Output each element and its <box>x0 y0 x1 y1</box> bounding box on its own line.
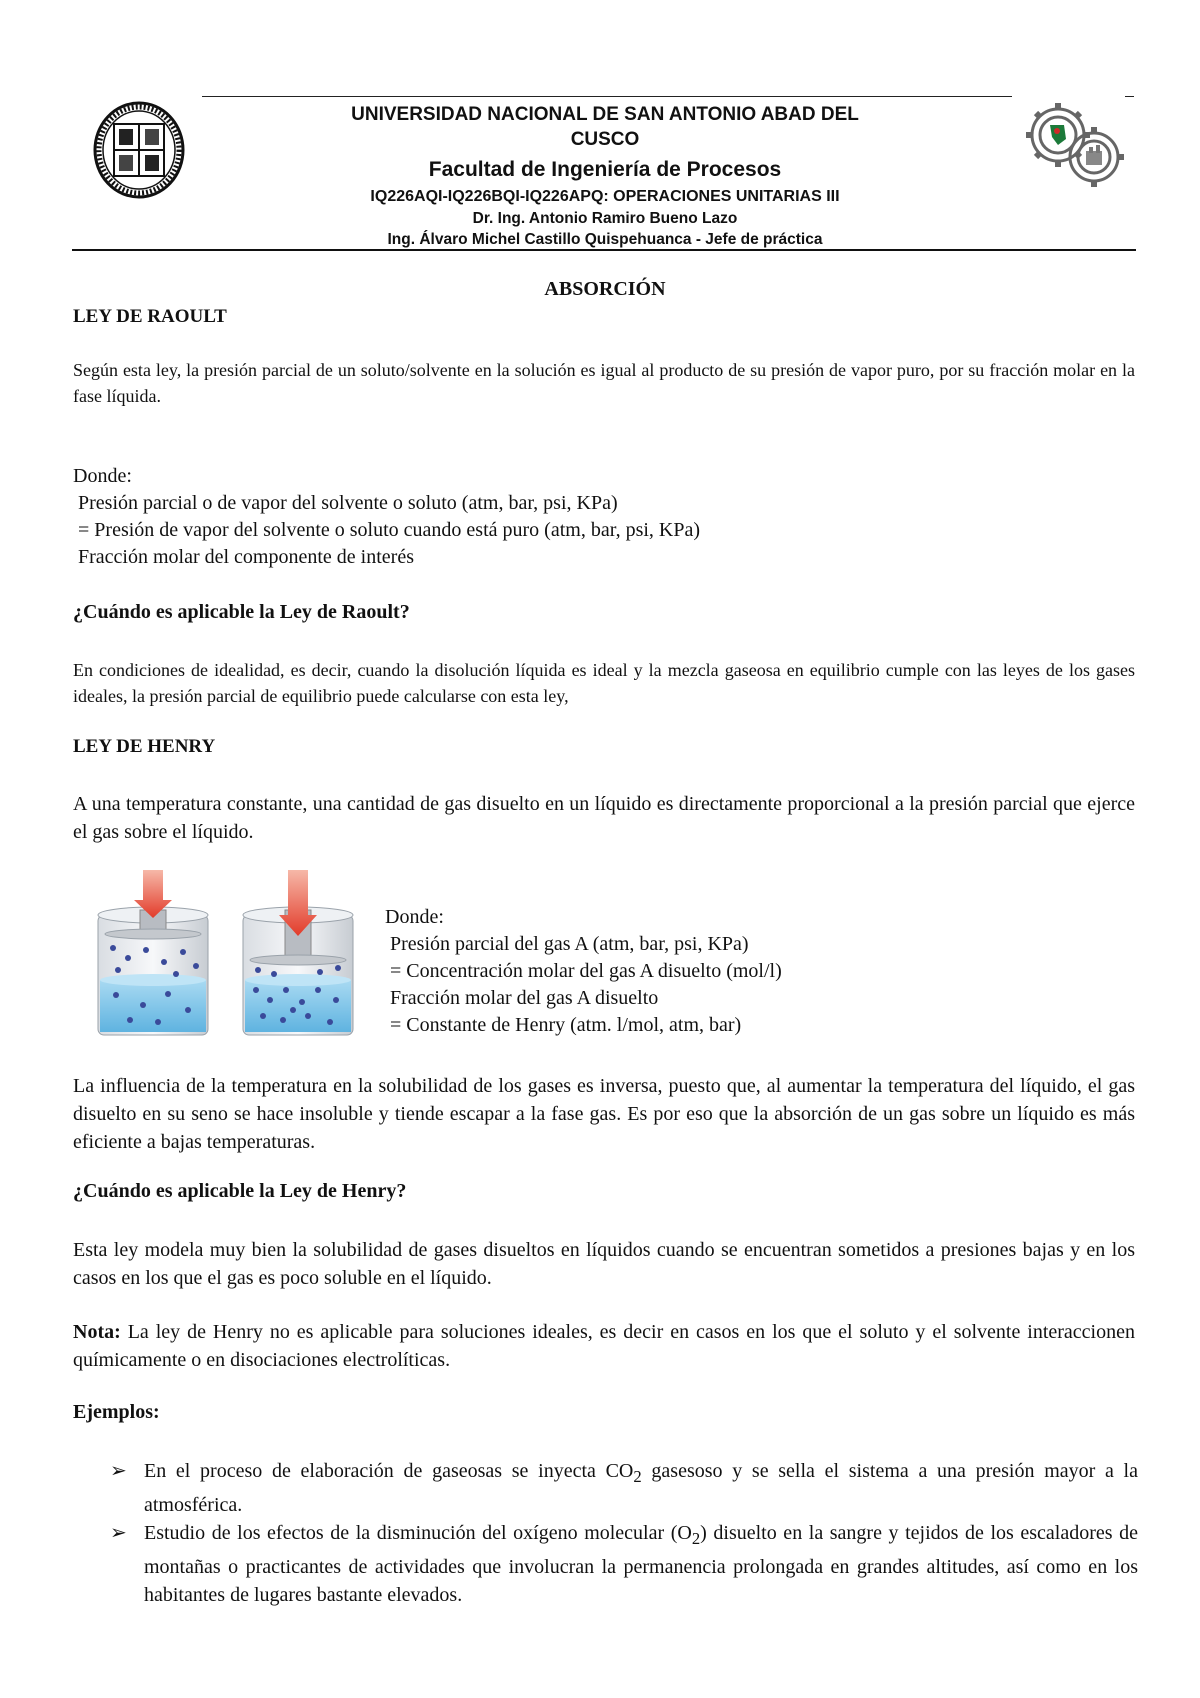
example-2-subscript: 2 <box>691 1529 701 1548</box>
henry-question: ¿Cuándo es aplicable la Ley de Henry? <box>73 1180 407 1202</box>
header-bottom-rule <box>72 249 1136 251</box>
example-2-text-a: Estudio de los efectos de la disminución del oxígeno molecular (O <box>144 1522 692 1544</box>
raoult-definition: Según esta ley, la presión parcial de un soluto/solvente en la solución es igual al producto de su presión de vapor puro, por su fracción molar en la fase líquida. <box>73 360 1135 406</box>
document-header <box>260 102 950 250</box>
henry-donde: Donde: <box>385 906 444 928</box>
henry-variable-3: Fracción molar del gas A disuelto <box>390 987 659 1009</box>
assistant-name: Ing. Álvaro Michel Castillo Quispehuanca - Jefe de práctica <box>387 231 823 248</box>
henry-variable-4: = Constante de Henry (atm. l/mol, atm, bar) <box>390 1014 742 1036</box>
henry-variable-2: = Concentración molar del gas A disuelto (mol/l) <box>390 960 782 982</box>
example-1-subscript: 2 <box>633 1467 642 1486</box>
list-item <box>110 1457 1138 1519</box>
example-1-text-b: gasesoso y se sella el sistema a una presión mayor a la atmosférica. <box>144 1460 1138 1516</box>
header-top-rule <box>202 96 1012 97</box>
note-label: Nota: <box>73 1321 121 1343</box>
course-code: IQ226AQI-IQ226BQI-IQ226APQ: OPERACIONES UNITARIAS III <box>370 188 840 205</box>
henry-cylinders-illustration <box>88 870 368 1045</box>
henry-answer: Esta ley modela muy bien la solubilidad de gases disueltos en líquidos cuando se encuentran sometidos a presiones bajas y en los casos en los que el gas es poco soluble en el líquido. <box>73 1239 1135 1289</box>
professor-name: Dr. Ing. Antonio Ramiro Bueno Lazo <box>472 210 738 227</box>
henry-heading: LEY DE HENRY <box>73 736 216 757</box>
henry-definition: A una temperatura constante, una cantidad de gas disuelto en un líquido es directamente proporcional a la presión parcial que ejerce el gas sobre el líquido. <box>73 793 1135 843</box>
henry-variable-1: Presión parcial del gas A (atm, bar, psi, KPa) <box>390 933 749 955</box>
examples-list <box>110 1457 1138 1609</box>
raoult-question: ¿Cuándo es aplicable la Ley de Raoult? <box>73 601 410 623</box>
faculty-gear-logo-icon <box>1010 95 1130 195</box>
faculty-name: Facultad de Ingeniería de Procesos <box>428 158 782 181</box>
list-item <box>110 1519 1138 1609</box>
raoult-answer: En condiciones de idealidad, es decir, cuando la disolución líquida es ideal y la mezcla gaseosa en equilibrio cumple con las leyes de los gases ideales, la presión parcial de equilibrio puede calcularse con esta ley, <box>73 660 1135 706</box>
raoult-variable-3: Fracción molar del componente de interés <box>78 546 414 568</box>
henry-temperature-paragraph: La influencia de la temperatura en la solubilidad de los gases es inversa, puesto que, al aumentar la temperatura del líquido, el gas disuelto en su seno se hace insoluble y tiende escapar a la fase gas. Es por eso que la absorción de un gas sobre un líquido es más eficiente a bajas temperaturas. <box>73 1075 1135 1153</box>
cylinder-right <box>243 870 353 1035</box>
raoult-donde: Donde: <box>73 465 132 487</box>
bullet-arrow-icon: ➢ <box>110 1460 127 1482</box>
note-text: La ley de Henry no es aplicable para soluciones ideales, es decir en casos en los que el soluto y el solvente interaccionen químicamente o en disociaciones electrolíticas. <box>73 1321 1135 1371</box>
university-name-line2: CUSCO <box>570 129 640 150</box>
cylinder-left <box>98 870 208 1035</box>
examples-heading: Ejemplos: <box>73 1401 160 1423</box>
example-1-text-a: En el proceso de elaboración de gaseosas se inyecta CO <box>144 1460 634 1482</box>
raoult-heading: LEY DE RAOULT <box>73 306 227 327</box>
example-2-text-b: ) disuelto en la sangre y tejidos de los escaladores de montañas o practicantes de actividades que involucran la permanencia prolongada en grandes altitudes, así como en los habitantes de lugares bastante elevados. <box>144 1522 1139 1606</box>
henry-note <box>73 1318 1135 1374</box>
raoult-variable-2: = Presión de vapor del solvente o soluto cuando está puro (atm, bar, psi, KPa) <box>78 519 701 541</box>
page-title: ABSORCIÓN <box>544 278 666 300</box>
university-name-line1: UNIVERSIDAD NACIONAL DE SAN ANTONIO ABAD DEL <box>351 104 859 125</box>
university-seal-icon <box>92 100 187 200</box>
bullet-arrow-icon: ➢ <box>110 1522 127 1544</box>
raoult-variable-1: Presión parcial o de vapor del solvente o soluto (atm, bar, psi, KPa) <box>78 492 618 514</box>
